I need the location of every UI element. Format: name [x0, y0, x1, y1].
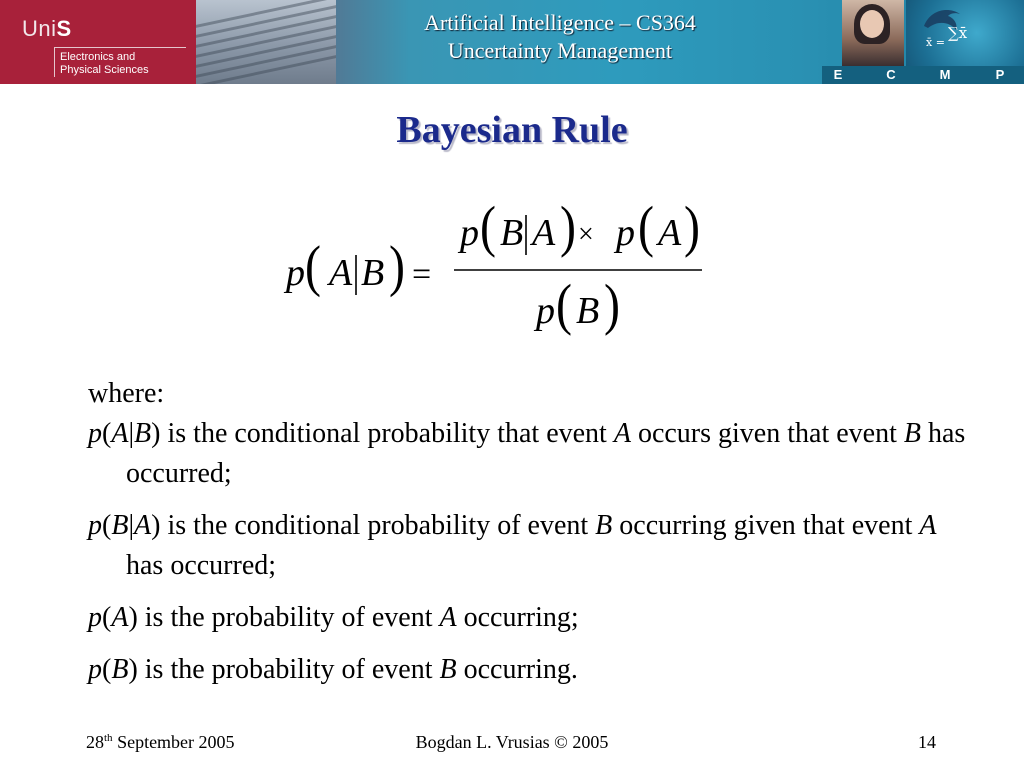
ecmp-letter-m: M: [939, 67, 951, 82]
definition-item: p(B) is the probability of event B occurring.: [88, 654, 578, 685]
course-title: [340, 9, 780, 65]
course-name: Artificial Intelligence – CS364: [424, 10, 696, 35]
department-name: [60, 51, 149, 77]
where-label: where:: [88, 378, 165, 409]
times-sign: ×: [578, 219, 594, 250]
ecmp-letter-e: E: [833, 67, 843, 82]
svg-text:(: (: [480, 195, 496, 259]
svg-text:): ): [560, 195, 576, 259]
definition-item: p(A|B) is the conditional probability that event A occurs given that event B has occurred;: [88, 418, 966, 489]
svg-text:(: (: [305, 235, 321, 299]
svg-text:(: (: [556, 273, 572, 337]
logo-divider-vertical: [54, 47, 55, 77]
definitions-block: [88, 374, 968, 690]
formula-denominator: [533, 273, 620, 336]
logo-divider: [54, 47, 186, 48]
den-p: p: [536, 290, 555, 332]
ecmp-letter-c: C: [886, 67, 896, 82]
logo-wordmark: [22, 16, 72, 42]
svg-text:): ): [604, 273, 620, 337]
svg-text:(: (: [638, 195, 654, 259]
lecture-topic: Uncertainty Management: [447, 38, 673, 63]
xbar-symbol: x̄ =: [926, 36, 945, 49]
slide-number: 14: [918, 732, 936, 752]
svg-text:): ): [684, 195, 700, 259]
sigma-symbol: ∑x̄: [948, 24, 968, 42]
num-p2: p: [616, 212, 635, 254]
lhs-p: p: [286, 252, 305, 294]
num-event-b: B: [500, 212, 524, 254]
num-event-a: A: [532, 212, 556, 254]
lhs-event-a: A: [329, 252, 353, 294]
formula-lhs: [283, 235, 405, 298]
num-p1: p: [460, 212, 479, 254]
lhs-event-b: B: [361, 252, 385, 294]
den-event-b: B: [576, 290, 600, 332]
footer-author: Bogdan L. Vrusias © 2005: [415, 732, 609, 752]
slide-header: [0, 0, 1024, 84]
ecmp-letter-p: P: [995, 67, 1005, 82]
department-line-2: Physical Sciences: [60, 64, 149, 76]
footer-date: 28th September 2005: [86, 732, 235, 752]
bayes-formula: [260, 195, 740, 345]
student-photo: [842, 0, 904, 66]
slide-title: Bayesian Rule: [396, 109, 628, 151]
equals-sign: =: [412, 256, 432, 293]
department-line-1: Electronics and: [60, 51, 136, 63]
num-event-a2: A: [658, 212, 682, 254]
svg-text:): ): [389, 235, 405, 299]
definition-item: p(B|A) is the conditional probability of event B occurring given that event A has occurred;: [88, 510, 937, 581]
definition-item: p(A) is the probability of event A occurring;: [88, 602, 579, 633]
building-image: [196, 0, 336, 84]
logo-s-text: S: [56, 16, 72, 41]
unis-logo: [0, 0, 196, 84]
logo-uni-text: Uni: [22, 16, 57, 41]
formula-numerator: [457, 195, 700, 258]
